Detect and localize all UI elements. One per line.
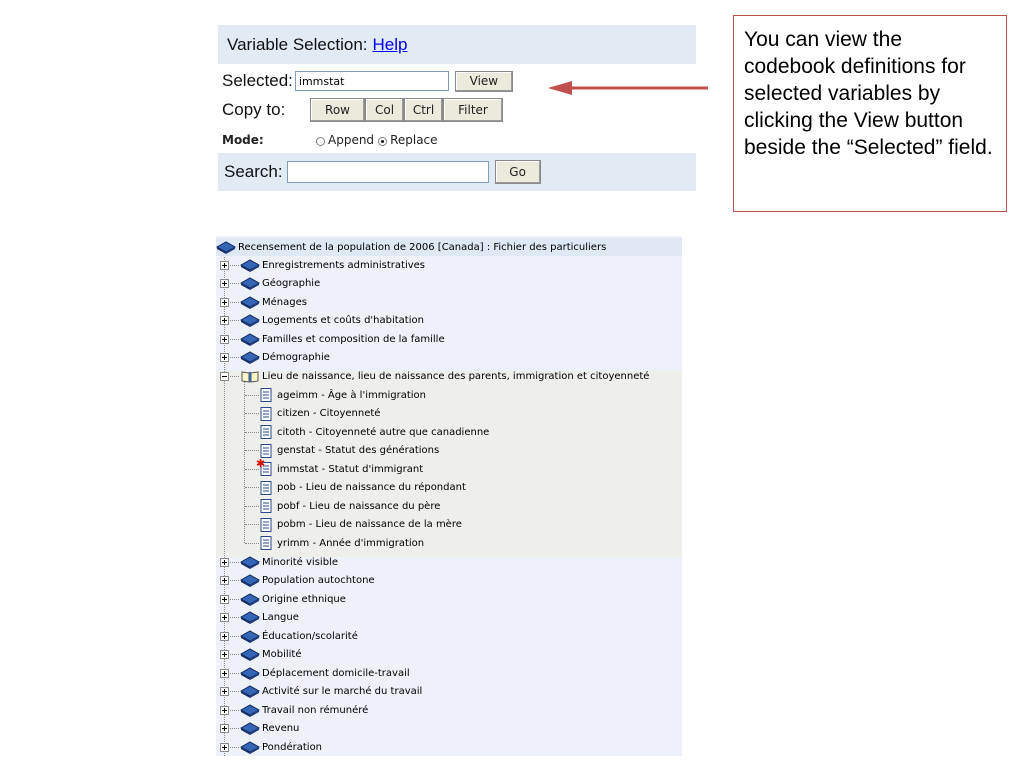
expand-icon[interactable] bbox=[220, 706, 229, 715]
pointer-arrow-icon bbox=[548, 79, 708, 97]
selected-document-icon bbox=[256, 457, 277, 476]
tree-group-label: Logements et coûts d'habitation bbox=[262, 315, 424, 326]
selected-field[interactable] bbox=[295, 71, 449, 91]
book-icon bbox=[216, 241, 236, 254]
tree-group[interactable] bbox=[220, 738, 322, 756]
tree-variable[interactable] bbox=[244, 534, 424, 552]
tree-group-label: Éducation/scolarité bbox=[262, 630, 358, 642]
tree-variable-label: ageimm - Âge à l'immigration bbox=[277, 389, 426, 401]
document-icon bbox=[260, 388, 272, 402]
tree-group[interactable] bbox=[220, 609, 299, 627]
tree-group[interactable] bbox=[220, 720, 299, 738]
tree-group-label: Travail non rémunéré bbox=[262, 704, 369, 716]
expand-icon[interactable] bbox=[220, 669, 229, 678]
expand-icon[interactable] bbox=[220, 316, 229, 325]
document-icon bbox=[260, 518, 272, 532]
tree-group-label: Population autochtone bbox=[262, 575, 375, 586]
callout-box bbox=[733, 15, 1007, 212]
append-radio[interactable] bbox=[316, 137, 325, 146]
search-input[interactable] bbox=[287, 161, 489, 183]
book-icon bbox=[240, 574, 260, 587]
variable-selection-header bbox=[218, 25, 696, 64]
tree-group-label: Enregistrements administratives bbox=[262, 259, 426, 271]
tree-group[interactable] bbox=[220, 256, 425, 274]
tree-variable-label: citizen - Citoyenneté bbox=[277, 408, 381, 419]
replace-label: Replace bbox=[390, 133, 438, 147]
expand-icon[interactable] bbox=[220, 298, 229, 307]
expand-icon[interactable] bbox=[220, 558, 229, 567]
tree-variable[interactable] bbox=[244, 442, 439, 460]
book-icon bbox=[240, 704, 260, 717]
copy-col-button[interactable]: Col bbox=[365, 98, 404, 122]
book-icon bbox=[240, 667, 260, 680]
book-icon bbox=[240, 333, 260, 346]
book-icon bbox=[240, 296, 260, 309]
expand-icon[interactable] bbox=[220, 576, 229, 585]
replace-radio[interactable] bbox=[378, 137, 387, 146]
document-icon bbox=[260, 481, 272, 495]
tree-variable[interactable] bbox=[244, 405, 380, 423]
search-row bbox=[218, 153, 696, 191]
append-label: Append bbox=[328, 133, 375, 147]
copy-filter-button[interactable]: Filter bbox=[443, 98, 503, 122]
selected-label: Selected: bbox=[222, 71, 293, 90]
tree-group-label: Minorité visible bbox=[262, 556, 338, 568]
document-icon bbox=[260, 425, 272, 439]
tree-group[interactable] bbox=[220, 664, 410, 682]
expand-icon[interactable] bbox=[220, 261, 229, 270]
expand-icon[interactable] bbox=[220, 335, 229, 344]
book-icon bbox=[240, 314, 260, 327]
tree-group[interactable] bbox=[220, 572, 375, 590]
document-icon bbox=[260, 536, 272, 550]
callout-text: You can view the codebook definitions for selected variables by clicking the View button beside the “Selected” field. bbox=[744, 28, 993, 159]
document-icon bbox=[260, 407, 272, 421]
tree-group[interactable] bbox=[220, 275, 320, 293]
collapse-icon[interactable] bbox=[220, 372, 229, 381]
mode-label: Mode: bbox=[222, 133, 264, 147]
expand-icon[interactable] bbox=[220, 687, 229, 696]
tree-group[interactable] bbox=[220, 627, 358, 645]
tree-variable[interactable] bbox=[244, 386, 426, 404]
tree-group[interactable] bbox=[220, 312, 424, 330]
book-icon bbox=[240, 277, 260, 290]
tree-group-label: Démographie bbox=[262, 352, 330, 363]
tree-group-label: Langue bbox=[262, 612, 299, 623]
tree-group[interactable] bbox=[220, 349, 330, 367]
tree-variable-label: immstat - Statut d'immigrant bbox=[277, 463, 424, 475]
help-link[interactable]: Help bbox=[372, 34, 408, 54]
selected-marker-icon: ✱ bbox=[256, 457, 266, 470]
expand-icon[interactable] bbox=[220, 613, 229, 622]
expand-icon[interactable] bbox=[220, 743, 229, 752]
tree-group[interactable] bbox=[220, 293, 307, 311]
tree-variable-label: genstat - Statut des générations bbox=[277, 445, 440, 456]
expand-icon[interactable] bbox=[220, 632, 229, 641]
copy-to-label: Copy to: bbox=[222, 100, 286, 119]
tree-variable-selected[interactable] bbox=[244, 457, 424, 478]
tree-group[interactable] bbox=[220, 330, 445, 348]
tree-variable-label: yrimm - Année d'immigration bbox=[277, 537, 425, 549]
tree-root[interactable] bbox=[216, 238, 682, 256]
tree-variable[interactable] bbox=[244, 423, 489, 441]
tree-variable[interactable] bbox=[244, 479, 466, 497]
tree-group-label: Ménages bbox=[262, 296, 307, 308]
go-button[interactable]: Go bbox=[495, 160, 541, 184]
tree-variable-label: pobf - Lieu de naissance du père bbox=[277, 500, 441, 512]
search-label: Search: bbox=[224, 162, 283, 181]
tree-group-label: Revenu bbox=[262, 723, 300, 734]
view-button[interactable]: View bbox=[455, 71, 513, 92]
book-icon bbox=[240, 722, 260, 735]
variable-tree bbox=[216, 236, 682, 756]
tree-variable-label: pobm - Lieu de naissance de la mère bbox=[277, 519, 462, 530]
tree-variable-label: pob - Lieu de naissance du répondant bbox=[277, 482, 466, 493]
tree-variable-label: citoth - Citoyenneté autre que canadienne bbox=[277, 426, 490, 438]
document-icon bbox=[260, 499, 272, 513]
document-icon bbox=[260, 444, 272, 458]
tree-variable[interactable] bbox=[244, 516, 462, 534]
tree-group[interactable] bbox=[220, 683, 422, 701]
book-icon bbox=[240, 556, 260, 569]
tree-root-label: Recensement de la population de 2006 [Canada] : Fichier des particuliers bbox=[238, 241, 607, 253]
tree-group-label: Familles et composition de la famille bbox=[262, 333, 445, 345]
variable-selection-panel bbox=[218, 25, 696, 191]
tree-variable[interactable] bbox=[244, 497, 440, 515]
tree-group[interactable] bbox=[220, 646, 302, 664]
book-icon bbox=[240, 630, 260, 643]
book-icon bbox=[240, 259, 260, 272]
tree-group-label: Pondération bbox=[262, 741, 323, 753]
book-icon bbox=[240, 611, 260, 624]
expand-icon[interactable] bbox=[220, 595, 229, 604]
book-icon bbox=[240, 741, 260, 754]
tree-group[interactable] bbox=[220, 590, 346, 608]
book-icon bbox=[240, 648, 260, 661]
tree-group-label: Origine ethnique bbox=[262, 593, 346, 605]
expand-icon[interactable] bbox=[220, 724, 229, 733]
expand-icon[interactable] bbox=[220, 650, 229, 659]
book-icon bbox=[240, 685, 260, 698]
tree-group-label: Géographie bbox=[262, 278, 321, 289]
tree-group[interactable] bbox=[220, 701, 368, 719]
copy-to-row bbox=[218, 96, 696, 124]
tree-group-label: Activité sur le marché du travail bbox=[262, 686, 423, 697]
book-icon bbox=[240, 593, 260, 606]
book-icon bbox=[240, 351, 260, 364]
tree-group-label: Mobilité bbox=[262, 649, 302, 660]
open-book-icon bbox=[240, 370, 260, 383]
copy-ctrl-button[interactable]: Ctrl bbox=[404, 98, 443, 122]
tree-group-label: Déplacement domicile-travail bbox=[262, 667, 410, 679]
mode-row bbox=[218, 129, 696, 151]
tree-group[interactable] bbox=[220, 553, 338, 571]
expand-icon[interactable] bbox=[220, 279, 229, 288]
tree-group-label: Lieu de naissance, lieu de naissance des parents, immigration et citoyenneté bbox=[262, 370, 650, 382]
copy-row-button[interactable]: Row bbox=[310, 98, 365, 122]
expand-icon[interactable] bbox=[220, 353, 229, 362]
panel-title: Variable Selection: bbox=[227, 34, 368, 54]
tree-group-expanded[interactable] bbox=[220, 367, 649, 385]
